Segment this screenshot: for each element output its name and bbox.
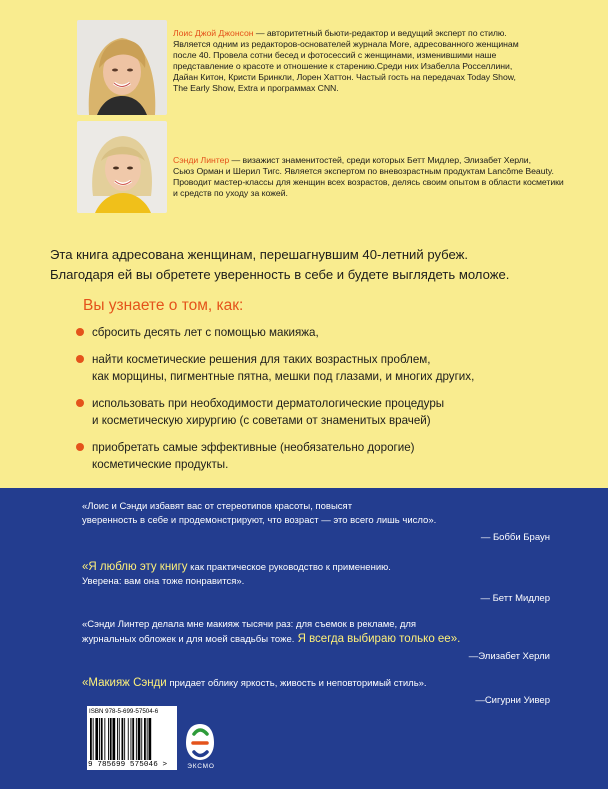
list-item-text: сбросить десять лет с помощью макияжа, xyxy=(92,326,319,339)
quote-line: «Лоис и Сэнди избавят вас от стереотипов красоты, повысят xyxy=(82,501,353,512)
quote-line: придает облику яркость, живость и неповторимый стиль». xyxy=(166,678,427,689)
quote-line: «Сэнди Линтер делала мне макияж тысячи раз: для съемок в рекламе, для xyxy=(82,619,417,630)
quote-line: журнальных обложек и для моей свадьбы тоже. xyxy=(82,634,295,645)
quote-bette-midler xyxy=(82,560,552,606)
list-item-text: приобретать самые эффективные (необязательно дорогие) xyxy=(92,441,415,454)
quote-sigourney-weaver xyxy=(82,676,552,708)
quote-highlight: Я всегда выбираю только ее». xyxy=(294,633,461,645)
bullet-dot-icon xyxy=(76,443,84,451)
quote-line: как практическое руководство к применению. xyxy=(187,562,391,573)
barcode xyxy=(87,706,177,770)
bullet-dot-icon xyxy=(76,399,84,407)
learn-heading: Вы узнаете о том, как: xyxy=(83,297,244,314)
quote-line: уверенность в себе и продемонстрируют, что возраст — это всего лишь число». xyxy=(82,515,437,526)
intro-line: Эта книга адресована женщинам, перешагнувшим 40-летний рубеж. xyxy=(50,247,469,262)
quote-highlight: «Макияж Сэнди xyxy=(82,677,167,689)
bio-text: The Early Show, Extra и программах CNN. xyxy=(173,83,339,93)
list-item xyxy=(76,439,546,473)
learn-list xyxy=(76,324,546,483)
bio-text: Является одним из редакторов-основателей журнала More, адресованного женщинам xyxy=(173,39,519,49)
bio-text: Сьюз Орман и Шерил Тигс. Является экспертом по вневозрастным продуктам Lancôme Beauty. xyxy=(173,166,554,176)
author-bio-lois xyxy=(173,28,573,94)
list-item-text: использовать при необходимости дерматологические процедуры xyxy=(92,397,445,410)
publisher-name: ЭКСМО xyxy=(187,763,215,770)
intro-text xyxy=(50,245,590,285)
author-photo-sandy xyxy=(77,121,167,213)
bio-text: после 40. Провела сотни бесед и фотосессий с женщинами, изменившими наше xyxy=(173,50,497,60)
bio-text: — визажист знаменитостей, среди которых Бетт Мидлер, Элизабет Херли, xyxy=(229,155,531,165)
barcode-bars-icon xyxy=(89,718,175,760)
bullet-dot-icon xyxy=(76,355,84,363)
bio-text: и средств по уходу за кожей. xyxy=(173,188,288,198)
isbn-text: ISBN 978-5-699-57504-6 xyxy=(89,708,159,715)
list-item xyxy=(76,351,546,385)
bio-text: представление о красоте и отношение к старению.Среди них Изабелла Росселлини, xyxy=(173,61,513,71)
author-name: Сэнди Линтер xyxy=(173,155,230,165)
quote-author: —Элизабет Херли xyxy=(468,651,550,662)
bio-text: — авторитетный бьюти-редактор и ведущий эксперт по стилю. xyxy=(253,28,507,38)
intro-line: Благодаря ей вы обретете уверенность в себе и будете выглядеть моложе. xyxy=(50,267,510,282)
author-photo-lois xyxy=(77,20,167,115)
quote-elizabeth-hurley xyxy=(82,618,552,664)
bio-text: Дайан Китон, Кристи Бринкли, Лорен Хаттон. Частый гость на передачах Today Show, xyxy=(173,72,516,82)
list-item-text: найти косметические решения для таких возрастных проблем, xyxy=(92,353,431,366)
eksmo-logo-icon xyxy=(185,722,215,762)
quote-highlight: «Я люблю эту книгу xyxy=(82,561,188,573)
bio-text: Проводит мастер-классы для женщин всех возрастов, делясь своим опытом в области косметики xyxy=(173,177,564,187)
list-item-text: как морщины, пигментные пятна, мешки под глазами, и многих других, xyxy=(92,370,475,383)
list-item-text: косметические продукты. xyxy=(92,458,229,471)
list-item-text: и косметическую хирургию (с советами от знаменитых врачей) xyxy=(92,414,431,427)
list-item xyxy=(76,324,546,341)
quote-author: — Бетт Мидлер xyxy=(480,593,550,604)
quote-author: —Сигурни Уивер xyxy=(475,695,550,706)
quote-author: — Бобби Браун xyxy=(480,532,550,543)
author-bio-sandy xyxy=(173,155,573,199)
quote-bobbi-brown xyxy=(82,500,552,545)
isbn-digits: 9 785699 575046 > xyxy=(88,761,168,769)
bullet-dot-icon xyxy=(76,328,84,336)
author-name: Лоис Джой Джонсон xyxy=(173,28,254,38)
quote-line: Уверена: вам она тоже понравится». xyxy=(82,576,245,587)
list-item xyxy=(76,395,546,429)
